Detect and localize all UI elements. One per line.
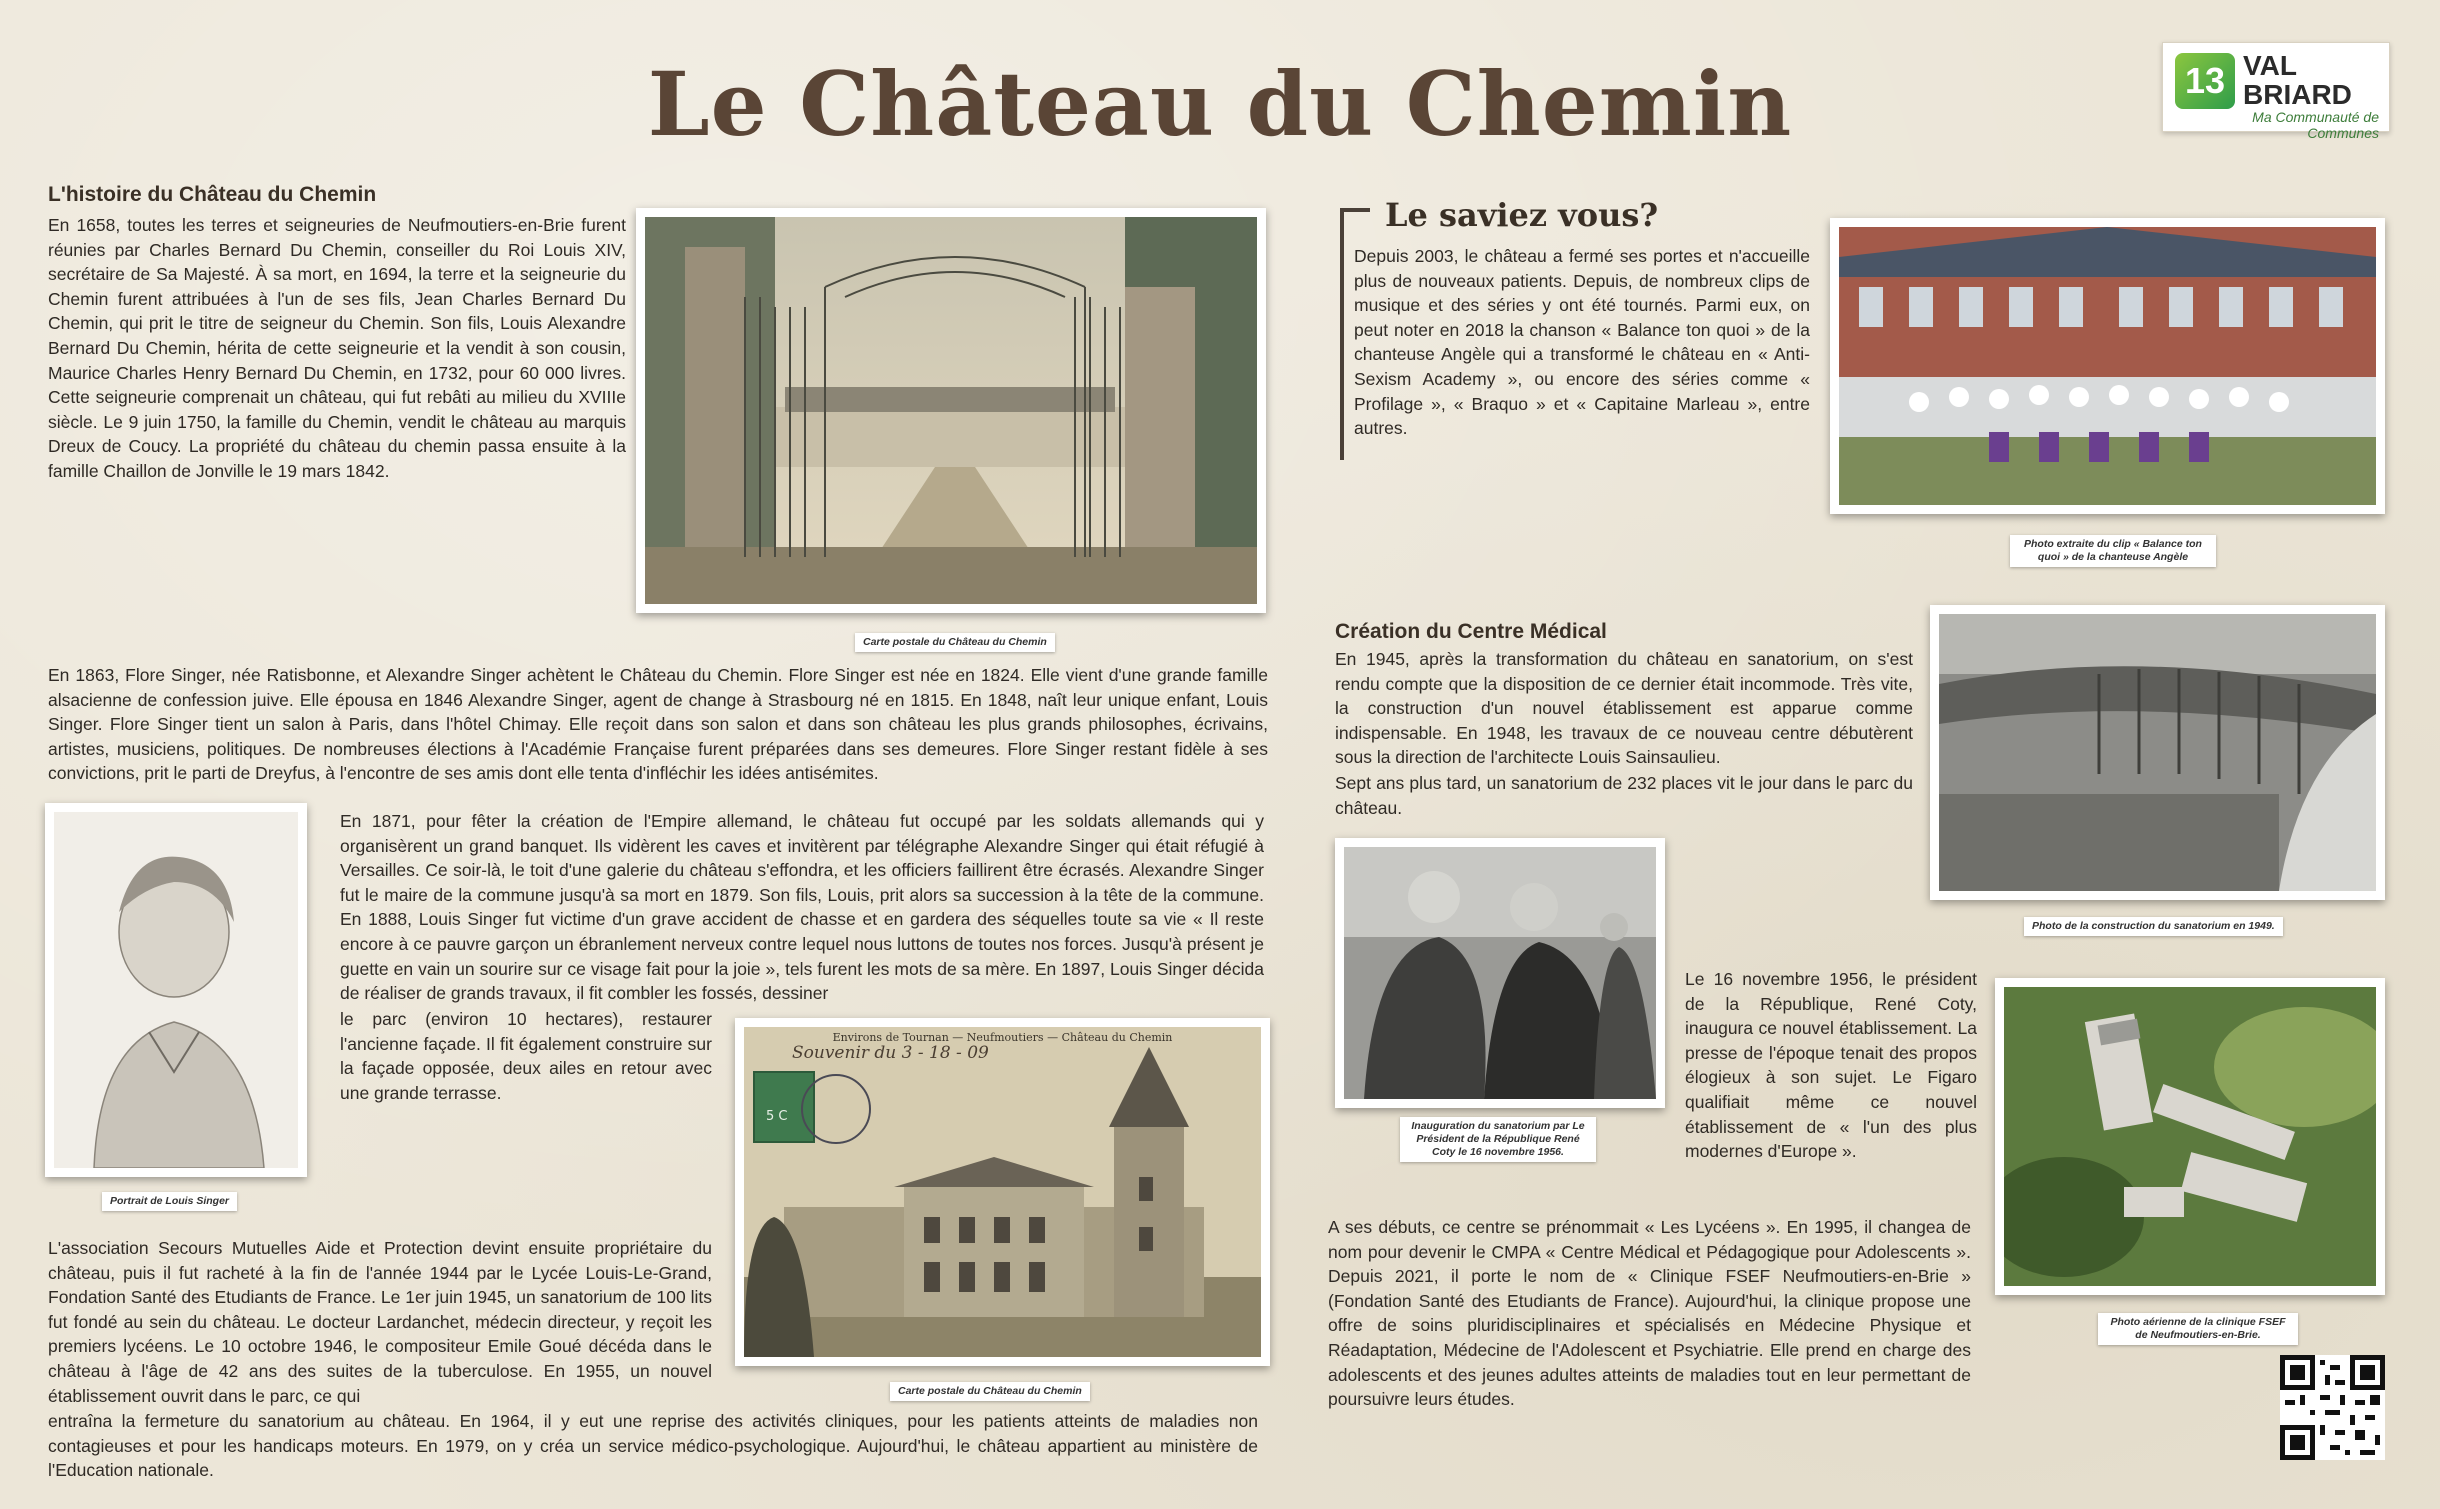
histoire-heading: L'histoire du Château du Chemin [48,183,377,206]
aerial-caption: Photo aérienne de la clinique FSEF de Neufmoutiers-en-Brie. [2098,1313,2298,1345]
saviez-text: Depuis 2003, le château a fermé ses portes et n'accueille plus de nouveaux patients. Depuis, de nombreux clips de musique et des séries y ont été tournés. Parmi eux, on peut noter en 2018 la chanson « Balance ton quoi » de la chanteuse Angèle qui a transformé le château en « Anti-Sexism Academy », ou encore des séries comme « Profilage », « Braquo » et « Capitaine Marleau », entre autres. [1354,246,1810,439]
coty-illustration [1344,847,1656,1099]
construction-image [1939,614,2376,891]
histoire-paragraph-4a: L'association Secours Mutuelles Aide et Protection devint ensuite propriétaire du château, puis il fut racheté à la fin de l'année 1944 par le Lycée Louis-Le-Grand, Fondation Santé des Etudiants de France. Le 1er juin 1945, un sanatorium de 100 lits fut fondé au sein du château. Le docteur Lardanchet, médecin directeur, y reçoit les premiers lycéens. Le 10 octobre 1946, le compositeur Emile Goué décéda dans le château à l'âge de 42 ans des suites de la tuberculose. En 1955, un nouvel établissement ouvrit dans le parc, ce qui [48,1238,712,1406]
histoire-paragraph-3b: le parc (environ 10 hectares), restaurer l'ancienne façade. Il fit également construire sur la façade opposée, deux ailes en retour avec une grande terrasse. [340,1009,712,1103]
postcard-handwriting: Souvenir du 3 - 18 - 09 [792,1043,989,1063]
histoire-paragraph-1: En 1658, toutes les terres et seigneuries de Neufmoutiers-en-Brie furent réunies par Charles Bernard Du Chemin, conseiller du Roi Louis XIV, secrétaire de Sa Majesté. À sa mort, en 1694, la terre et la seigneurie du Chemin furent attribuées à l'un de ses fils, Jean Charles Bernard Du Chemin, qui prit le titre de seigneur du Chemin. Son fils, Louis Alexandre Bernard Du Chemin, hérita de cette seigneurie et la vendit à son cousin, Maurice Charles Henry Bernard Du Chemin, en 1732, pour 60 000 livres. Cette seigneurie comprenait un château, qui fut rebâti au milieu du XVIIIe siècle. Le 9 juin 1750, la famille du Chemin, vendit le château au marquis Dreux de Coucy. La propriété du château du chemin passa ensuite à la famille Chaillon de Jonville le 19 mars 1842. [48,215,626,481]
page-title: Le Château du Chemin [647,52,1793,156]
qr-code-graphic [2280,1355,2385,1460]
centre-paragraph-3: Le 16 novembre 1956, le président de la République, René Coty, inaugura ce nouvel établissement. La presse de l'époque tenait des propos élogieux à son sujet. Le Figaro qualifiait même ce nouvel établissement de « l'un des plus modernes d'Europe ». [1685,969,1977,1162]
histoire-paragraph-3: En 1871, pour fêter la création de l'Empire allemand, le château fut occupé par les soldats allemands qui y organisèrent un grand banquet. Ils vidèrent les caves et invitèrent par télégraphe Alexandre Singer qui était réfugié à Versailles. Ce soir-là, le toit d'une galerie du château s'effondra, et les officiers faillirent être écrasés. Alexandre Singer fut le maire de la commune jusqu'à sa mort en 1879. Son fils, Louis, prit alors sa succession à la tête de la commune. En 1888, Louis Singer fut victime d'un grave accident de chasse et en gardera des séquelles toute sa vie « Il reste encore à ce pauvre garçon un ébranlement nerveux contre lequel nous luttons de toutes nos forces. Jusqu'à présent je guette en vain un sourire sur ce visage fait pour la joie », tels furent les mots de sa mère. En 1897, Louis Singer décida de réaliser de grands travaux, il fit combler les fossés, dessiner [340,811,1264,1004]
louis-singer-portrait [45,803,307,1177]
aerial-image [2004,987,2376,1286]
clip-photo [1830,218,2385,514]
postcard-caption: Carte postale du Château du Chemin [890,1382,1090,1401]
gate-illustration [645,217,1257,604]
gate-postcard-photo [636,208,1266,613]
centre-paragraph-4: A ses débuts, ce centre se prénommait « Les Lycéens ». En 1995, il changea de nom pour devenir le CMPA « Centre Médical et Pédagogique pour Adolescents ». Depuis 2021, il porte le nom de « Clinique FSEF Neufmoutiers-en-Brie » (Fondation Santé des Etudiants de France). Aujourd'hui, la clinique propose une offre de soins pluridisciplinaires et spécialisés en Médecine Physique et Réadaptation, Médecine de l'Adolescent et Psychiatrie. Elle prend en charge des adolescents et des jeunes adultes atteints de maladies tout en leur permettant de poursuivre leurs études. [1328,1217,1971,1410]
portrait-caption: Portrait de Louis Singer [102,1192,237,1211]
chateau-illustration [744,1027,1261,1357]
logo-name-line2: BRIARD [2243,79,2352,110]
construction-caption: Photo de la construction du sanatorium en 1949. [2024,917,2283,936]
gate-caption: Carte postale du Château du Chemin [855,633,1055,652]
val-briard-logo[interactable] [2162,42,2390,141]
construction-photo [1930,605,2385,900]
postcard-stamp-value: 5 C [766,1109,788,1124]
clip-image [1839,227,2376,505]
aerial-illustration [2004,987,2376,1286]
histoire-paragraph-4b: entraîna la fermeture du sanatorium au château. En 1964, il y eut une reprise des activités cliniques, pour les patients atteints de maladies non contagieuses et pour les handicaps moteurs. En 1979, on y créa un service médico-psychologique. Aujourd'hui, le château appartient au ministère de l'Education nationale. [48,1411,1258,1481]
portrait-image [54,812,298,1168]
construction-illustration [1939,614,2376,891]
centre-paragraph-2: Sept ans plus tard, un sanatorium de 232 places vit le jour dans le parc du château. [1335,773,1913,818]
saviez-bracket-top [1340,208,1370,212]
chateau-postcard-photo [735,1018,1270,1366]
coty-photo [1335,838,1665,1108]
qr-code[interactable] [2280,1355,2385,1460]
saviez-bracket-line [1340,208,1344,460]
histoire-paragraph-2: En 1863, Flore Singer, née Ratisbonne, et Alexandre Singer achètent le Château du Chemin. Flore Singer est née en 1824. Elle vient d'une grande famille alsacienne de confession juive. Elle épousa en 1846 Alexandre Singer, agent de change à Strasbourg né en 1815. En 1848, naît leur unique enfant, Louis Singer. Flore Singer tient un salon à Paris, dans l'hôtel Chimay. Elle reçoit dans son salon et dans son château les plus grands philosophes, écrivains, artistes, musiciens, politiques. De nombreuses élections à l'Académie Française furent préparées dans ses demeures. Flore Singer restant fidèle à ses convictions, prit le parti de Dreyfus, à l'encontre de ses amis dont elle tenta d'infléchir les idées antisémites. [48,665,1268,784]
logo-name-line1: VAL [2243,50,2297,81]
logo-name [2243,51,2352,109]
postcard-header: Environs de Tournan — Neufmoutiers — Château du Chemin [832,1031,1173,1044]
gate-image [645,217,1257,604]
logo-tagline: Ma Communauté de Communes [2252,109,2379,141]
chateau-postcard-image [744,1027,1261,1357]
clip-illustration [1839,227,2376,505]
centre-heading: Création du Centre Médical [1335,620,1607,643]
logo-mark: 13 [2175,53,2235,109]
centre-paragraph-1: En 1945, après la transformation du château en sanatorium, on s'est rendu compte que la disposition de ce dernier était incommode. Très vite, la construction d'un nouvel établissement est apparue comme indispensable. En 1948, les travaux de ce nouveau centre débutèrent sous la direction de l'architecte Louis Sainsaulieu. [1335,649,1913,768]
clip-caption: Photo extraite du clip « Balance ton quoi » de la chanteuse Angèle [2010,535,2216,567]
coty-caption: Inauguration du sanatorium par Le Président de la République René Coty le 16 novembre 1956. [1400,1117,1596,1162]
aerial-photo [1995,978,2385,1295]
portrait-illustration [54,812,298,1168]
saviez-heading: Le saviez vous? [1385,196,1659,234]
coty-image [1344,847,1656,1099]
